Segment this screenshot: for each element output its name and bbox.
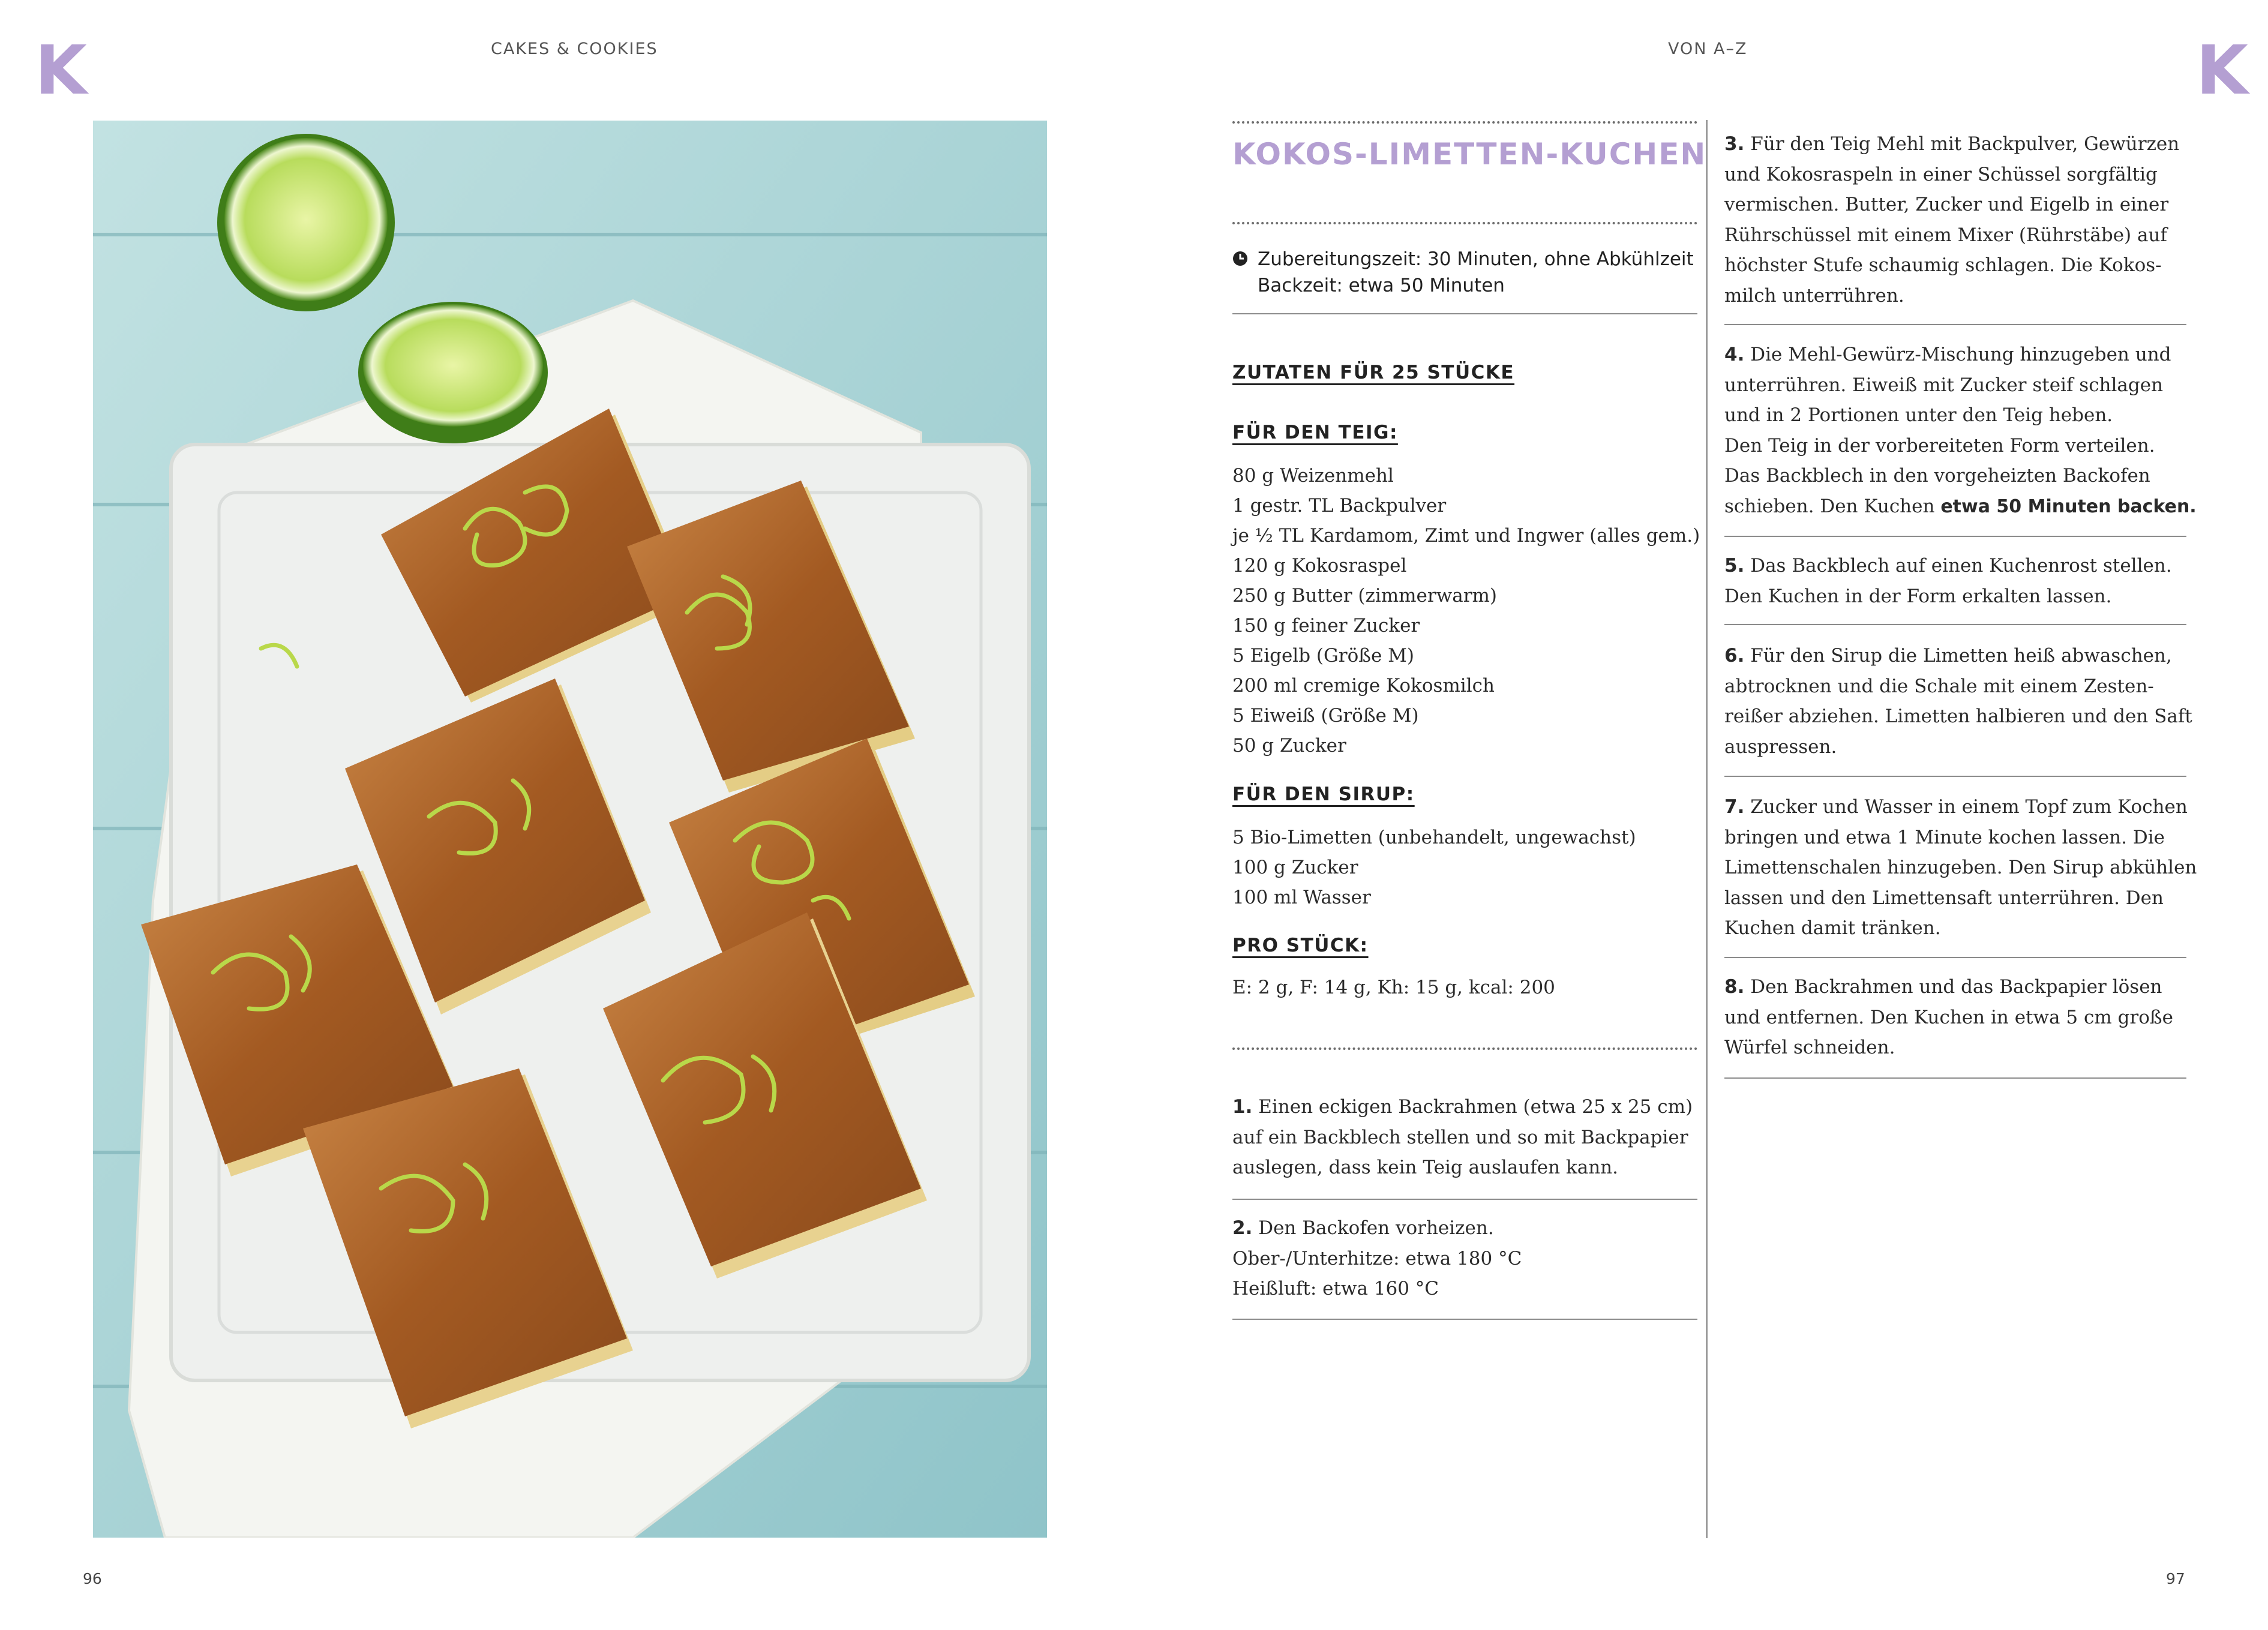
step-line: Zucker und Wasser in einem Topf zum Kochen — [1750, 796, 2188, 818]
step-1 — [1232, 1092, 1693, 1183]
recipe-photo — [93, 121, 1047, 1538]
step-line: und entfernen. Den Kuchen in etwa 5 cm große — [1724, 1006, 2173, 1028]
step-line: Heißluft: etwa 160 °C — [1232, 1278, 1439, 1299]
step-3 — [1724, 129, 2179, 311]
title-bottom-dotted-rule — [1232, 222, 1697, 224]
step-number: 2. — [1232, 1217, 1253, 1239]
list-item: 5 Eiweiß (Größe M) — [1232, 705, 1419, 727]
list-item: 120 g Kokosraspel — [1232, 555, 1407, 577]
step-rule — [1724, 324, 2186, 325]
step-line: Ober-/Unterhitze: etwa 180 °C — [1232, 1247, 1522, 1269]
step-line: Das Backblech auf einen Kuchenrost stellen. — [1750, 555, 2172, 577]
step-line: auf ein Backblech stellen und so mit Backpapier — [1232, 1126, 1688, 1148]
steps-dotted-rule — [1232, 1047, 1697, 1050]
step-line: auslegen, dass kein Teig auslaufen kann. — [1232, 1157, 1618, 1178]
dough-heading: FÜR DEN TEIG: — [1232, 422, 1398, 443]
step-line: Den Backrahmen und das Backpapier lösen — [1750, 976, 2162, 998]
step-line: abtrocknen und die Schale mit einem Zesten- — [1724, 675, 2154, 697]
info-rule — [1232, 313, 1697, 314]
step-rule — [1724, 957, 2186, 958]
step-line: und Kokosraspeln in einer Schüssel sorgfältig — [1724, 163, 2158, 185]
step-rule — [1232, 1199, 1697, 1200]
step-line: reißer abziehen. Limetten halbieren und den Saft — [1724, 706, 2192, 727]
step-number: 3. — [1724, 133, 1745, 155]
step-line: bringen und etwa 1 Minute kochen lassen. Die — [1724, 826, 2165, 848]
dough-ingredients — [1232, 461, 1700, 761]
step-number: 5. — [1724, 555, 1745, 577]
list-item: 250 g Butter (zimmerwarm) — [1232, 585, 1498, 607]
step-line: Den Teig in der vorbereiteten Form verteilen. — [1724, 434, 2155, 457]
page-number-right: 97 — [2166, 1570, 2185, 1587]
page-number-left: 96 — [83, 1570, 102, 1587]
step-line: Limettenschalen hinzugeben. Den Sirup abkühlen — [1724, 857, 2197, 878]
list-item: 50 g Zucker — [1232, 735, 1346, 757]
step-line: Den Backofen vorheizen. — [1258, 1217, 1494, 1239]
step-number: 8. — [1724, 976, 1745, 998]
step-number: 4. — [1724, 344, 1745, 365]
step-number: 7. — [1724, 796, 1745, 818]
title-top-dotted-rule — [1232, 121, 1697, 124]
bake-time: Backzeit: etwa 50 Minuten — [1258, 275, 1505, 296]
section-letter-left: K — [35, 32, 87, 110]
list-item: 100 g Zucker — [1232, 857, 1358, 878]
list-item: 5 Eigelb (Größe M) — [1232, 645, 1415, 667]
list-item: 150 g feiner Zucker — [1232, 615, 1420, 637]
running-head-right: VON A–Z — [1668, 40, 1748, 58]
step-2 — [1232, 1213, 1522, 1304]
step-rule — [1724, 1077, 2186, 1079]
prep-time: Zubereitungszeit: 30 Minuten, ohne Abkühlzeit — [1258, 248, 1694, 270]
lime-half-icon — [217, 134, 395, 311]
step-highlight: etwa 50 Minuten backen. — [1940, 496, 2197, 517]
step-line: und in 2 Portionen unter den Teig heben. — [1724, 404, 2113, 426]
step-line: Für den Teig Mehl mit Backpulver, Gewürzen — [1750, 133, 2180, 155]
list-item: 100 ml Wasser — [1232, 887, 1371, 908]
lime-half-icon — [358, 302, 548, 443]
list-item: 80 g Weizenmehl — [1232, 465, 1394, 487]
list-item: 5 Bio-Limetten (unbehandelt, ungewachst) — [1232, 827, 1636, 848]
step-line: unterrühren. Eiweiß mit Zucker steif schlagen — [1724, 374, 2164, 396]
step-6 — [1724, 641, 2192, 762]
step-rule — [1724, 624, 2186, 625]
list-item: je ½ TL Kardamom, Zimt und Ingwer (alles gem.) — [1232, 525, 1700, 547]
step-line: Für den Sirup die Limetten heiß abwaschen, — [1750, 645, 2172, 667]
step-line: milch unterrühren. — [1724, 284, 1904, 307]
running-head-left: CAKES & COOKIES — [491, 40, 658, 58]
list-item: 1 gestr. TL Backpulver — [1232, 495, 1447, 517]
step-line: Den Kuchen in der Form erkalten lassen. — [1724, 585, 2112, 607]
syrup-ingredients — [1232, 822, 1636, 912]
step-line: lassen und den Limettensaft unterrühren. Den — [1724, 887, 2164, 909]
step-line: Würfel schneiden. — [1724, 1037, 1895, 1058]
step-line: Rührschüssel mit einem Mixer (Rührstäbe) auf — [1724, 224, 2167, 246]
step-line: vermischen. Butter, Zucker und Eigelb in einer — [1724, 194, 2169, 215]
step-line: auspressen. — [1724, 736, 1837, 758]
step-8 — [1724, 972, 2173, 1063]
step-5 — [1724, 551, 2172, 611]
step-line: Das Backblech in den vorgeheizten Backofen — [1724, 465, 2150, 487]
step-rule — [1724, 536, 2186, 537]
syrup-heading: FÜR DEN SIRUP: — [1232, 784, 1415, 805]
step-number: 1. — [1232, 1096, 1253, 1118]
step-line: höchster Stufe schaumig schlagen. Die Kokos- — [1724, 254, 2162, 276]
recipe-title: KOKOS-LIMETTEN-KUCHEN — [1232, 137, 1707, 172]
clock-icon — [1232, 251, 1248, 269]
step-rule — [1724, 776, 2186, 777]
step-7 — [1724, 792, 2197, 944]
column-divider — [1706, 120, 1708, 1538]
step-4 — [1724, 340, 2197, 522]
ingredients-heading: ZUTATEN FÜR 25 STÜCKE — [1232, 362, 1515, 383]
list-item: 200 ml cremige Kokosmilch — [1232, 675, 1495, 697]
step-number: 6. — [1724, 645, 1745, 667]
step-line: Kuchen damit tränken. — [1724, 917, 1941, 939]
prep-info — [1258, 246, 1694, 299]
step-line: schieben. Den Kuchen — [1724, 495, 1941, 517]
section-letter-right: K — [2196, 32, 2248, 110]
step-line: Die Mehl-Gewürz-Mischung hinzugeben und — [1750, 344, 2171, 365]
nutrition-text: E: 2 g, F: 14 g, Kh: 15 g, kcal: 200 — [1232, 977, 1555, 998]
step-line: Einen eckigen Backrahmen (etwa 25 x 25 cm) — [1258, 1096, 1693, 1118]
step-rule — [1232, 1319, 1697, 1320]
nutrition-heading: PRO STÜCK: — [1232, 935, 1369, 956]
